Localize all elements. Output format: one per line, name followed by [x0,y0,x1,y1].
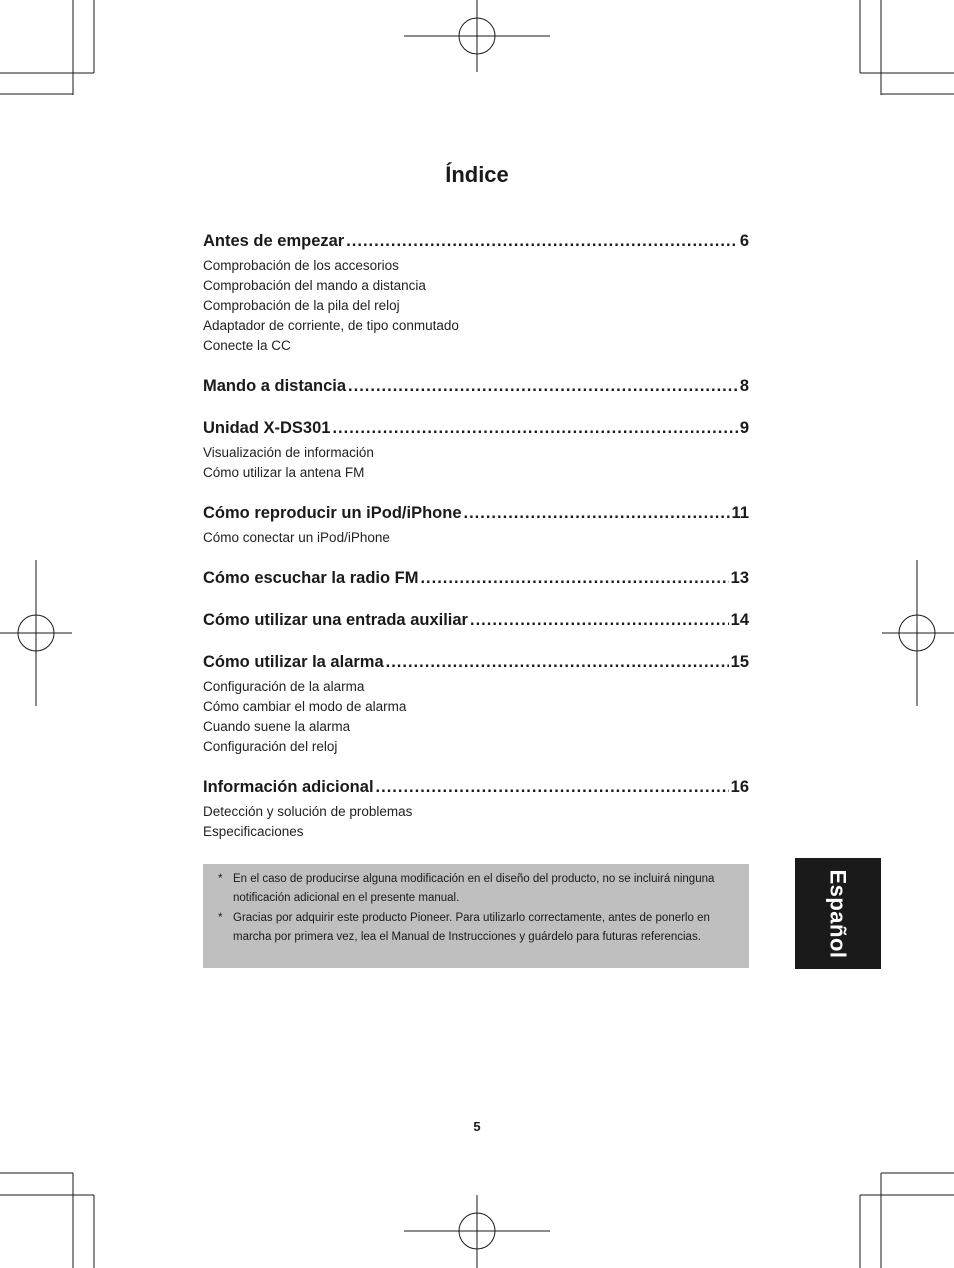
toc-section [203,416,749,483]
toc-heading-page: 9 [739,419,749,437]
toc-subitem: Cómo utilizar la antena FM [203,465,365,480]
toc-subitem: Adaptador de corriente, de tipo conmutado [203,318,459,333]
notice-box [203,864,749,968]
toc-subitem: Cómo conectar un iPod/iPhone [203,530,390,545]
notice-text: En el caso de producirse alguna modificación en el diseño del producto, no se incluirá ninguna notificación adicional en el presente manual. [233,873,715,904]
toc-section [203,501,749,548]
toc-heading-title: Cómo utilizar una entrada auxiliar [203,611,468,629]
page-title: Índice [445,162,509,187]
table-of-contents [203,229,749,860]
toc-heading-title: Antes de empezar [203,232,345,250]
toc-section [203,650,749,757]
toc-heading-page: 16 [730,778,749,796]
toc-subitem: Cómo cambiar el modo de alarma [203,699,407,714]
toc-heading-title: Unidad X-DS301 [203,419,331,437]
toc-heading[interactable] [203,566,749,590]
toc-heading[interactable] [203,229,749,253]
toc-heading-title: Cómo utilizar la alarma [203,653,384,671]
toc-heading-page: 14 [730,611,749,629]
toc-heading[interactable] [203,416,749,440]
toc-heading-page: 11 [731,504,749,522]
toc-section [203,775,749,842]
toc-subitem: Detección y solución de problemas [203,804,413,819]
toc-subitem: Configuración de la alarma [203,679,365,694]
toc-section [203,608,749,632]
toc-leader-dots [464,501,730,525]
toc-subitem: Conecte la CC [203,338,291,353]
toc-leader-dots [376,775,729,799]
toc-subitem: Especificaciones [203,824,304,839]
language-tab [795,858,881,969]
toc-section [203,374,749,398]
toc-heading[interactable] [203,608,749,632]
toc-heading-title: Mando a distancia [203,377,347,395]
toc-leader-dots [348,374,738,398]
toc-subitem: Visualización de información [203,445,374,460]
toc-heading[interactable] [203,775,749,799]
asterisk-marker: * [218,873,223,885]
asterisk-marker: * [218,912,223,924]
toc-leader-dots [332,416,737,440]
toc-leader-dots [420,566,728,590]
toc-subitem: Configuración del reloj [203,739,338,754]
toc-subitem: Comprobación de la pila del reloj [203,298,400,313]
toc-subitem: Comprobación de los accesorios [203,258,399,273]
toc-heading-title: Cómo reproducir un iPod/iPhone [203,504,462,522]
toc-heading[interactable] [203,374,749,398]
toc-heading-title: Cómo escuchar la radio FM [203,569,419,587]
toc-section [203,566,749,590]
language-tab-label: Español [826,868,852,959]
notice-item [218,909,739,946]
toc-heading-title: Información adicional [203,778,374,796]
toc-heading[interactable] [203,650,749,674]
toc-heading[interactable] [203,501,749,525]
page-number: 5 [473,1119,481,1134]
toc-heading-page: 13 [730,569,749,587]
toc-subitem: Comprobación del mando a distancia [203,278,426,293]
toc-leader-dots [470,608,729,632]
toc-heading-page: 6 [739,232,749,250]
notice-item [218,870,739,907]
toc-section [203,229,749,356]
toc-heading-page: 8 [739,377,749,395]
notice-text: Gracias por adquirir este producto Pioneer. Para utilizarlo correctamente, antes de ponerlo en marcha por primera vez, lea el Manual de Instrucciones y guárdelo para futuras referencias. [233,912,710,943]
toc-leader-dots [386,650,729,674]
toc-subitem: Cuando suene la alarma [203,719,351,734]
toc-leader-dots [346,229,738,253]
toc-heading-page: 15 [730,653,749,671]
